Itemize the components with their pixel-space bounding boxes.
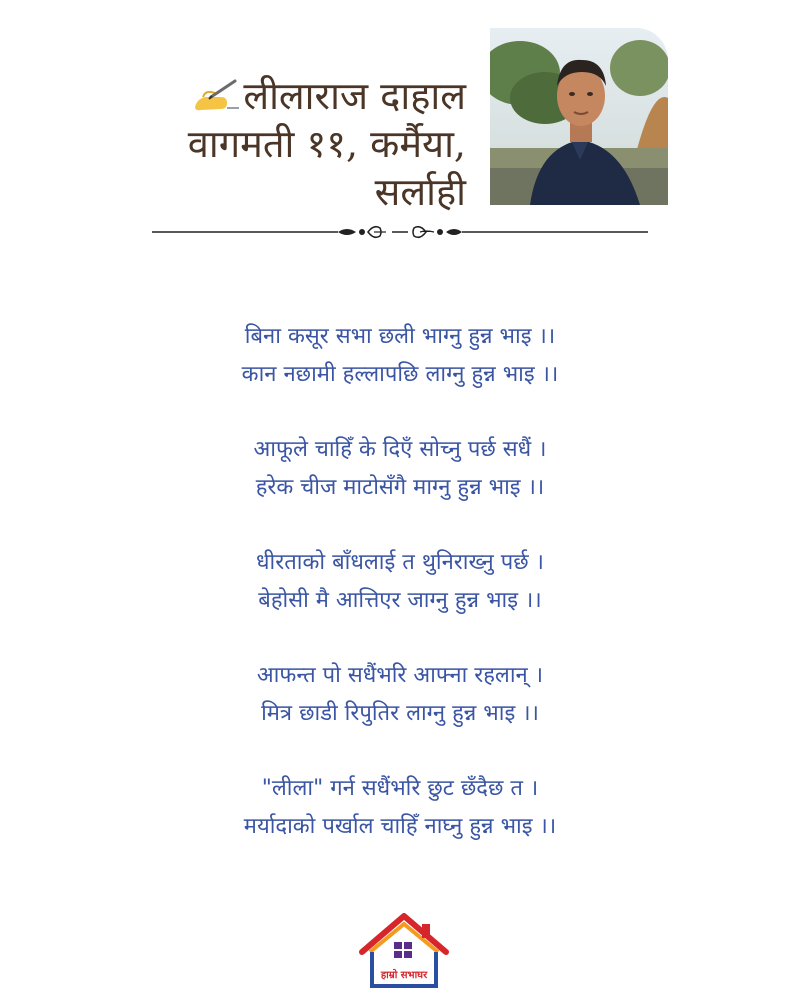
writing-hand-icon	[191, 77, 241, 113]
poem-line: बिना कसूर सभा छली भाग्नु हुन्न भाइ ।।	[244, 324, 556, 349]
house-logo	[356, 912, 452, 990]
poem	[0, 318, 800, 883]
poem-line: मर्यादाको पर्खाल चाहिँ नाघ्नु हुन्न भाइ ।।	[243, 814, 557, 839]
stanza-3	[0, 544, 800, 620]
stanza-2	[0, 431, 800, 507]
poem-line: आफूले चाहिँ के दिएँ सोच्नु पर्छ सधैं ।	[253, 437, 547, 462]
author-name-line	[90, 72, 466, 120]
author-district: सर्लाही	[374, 170, 466, 214]
logo-text: हाम्रो सभाघर	[380, 970, 428, 981]
poem-line: हरेक चीज माटोसँगै माग्नु हुन्न भाइ ।।	[255, 475, 545, 500]
author-name: लीलाराज दाहाल	[243, 74, 466, 118]
author-block	[90, 72, 466, 216]
poem-line: आफन्त पो सधैंभरि आफ्ना रहलान् ।	[256, 663, 544, 688]
stanza-4	[0, 657, 800, 733]
poem-line: "लीला" गर्न सधैंभरि छुट छँदैछ त ।	[261, 776, 539, 801]
author-address: वागमती ११, कर्मैया,	[187, 122, 466, 166]
poem-line: धीरताको बाँधलाई त थुनिराख्नु पर्छ ।	[256, 550, 544, 575]
stanza-1	[0, 318, 800, 394]
stanza-5	[0, 770, 800, 846]
poem-line: बेहोसी मै आत्तिएर जाग्नु हुन्न भाइ ।।	[258, 588, 542, 613]
ornamental-divider	[152, 220, 648, 244]
poem-line: मित्र छाडी रिपुतिर लाग्नु हुन्न भाइ ।।	[261, 701, 539, 726]
author-portrait	[490, 28, 668, 205]
poem-line: कान नछामी हल्लापछि लाग्नु हुन्न भाइ ।।	[241, 362, 559, 387]
